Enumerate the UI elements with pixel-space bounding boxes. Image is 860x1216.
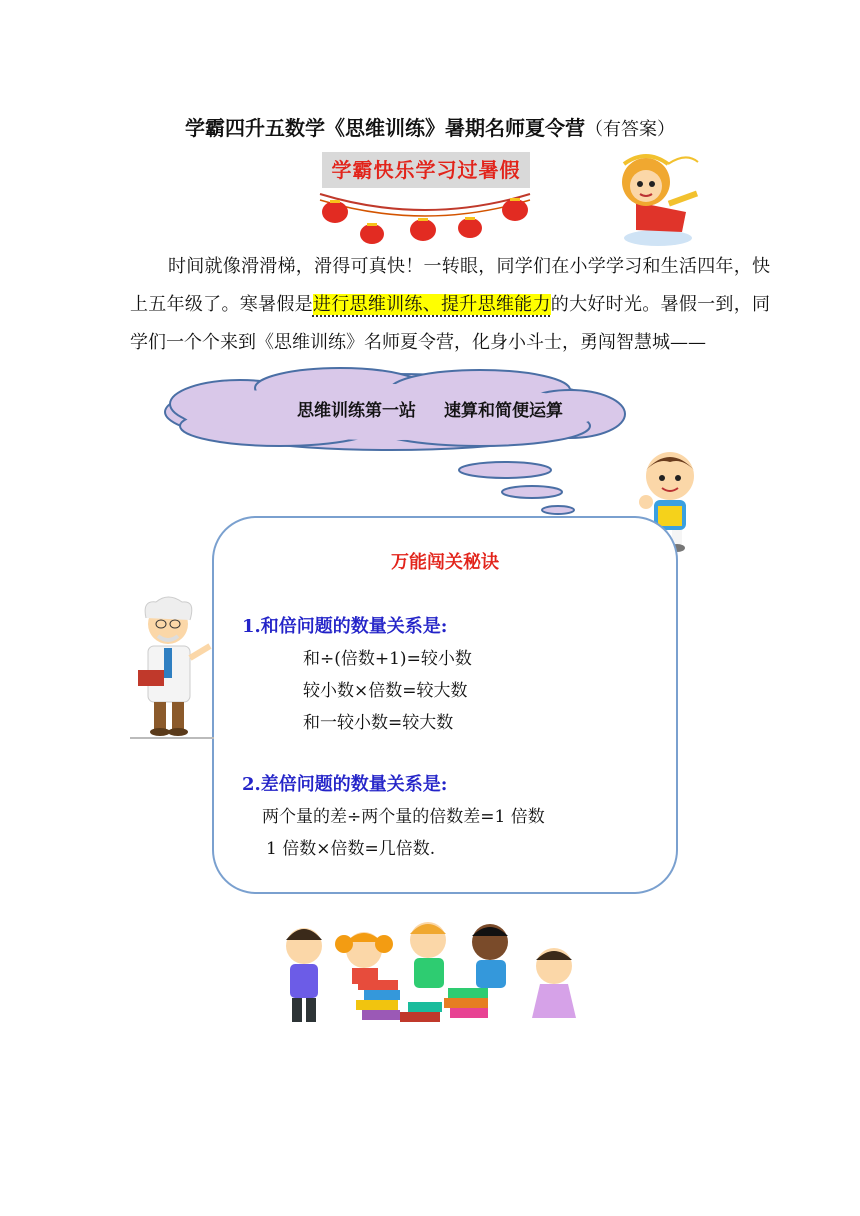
title-sub: （有答案） xyxy=(585,119,675,140)
rule2-heading: 2.差倍问题的数量关系是: xyxy=(242,774,448,795)
intro-text-1: 时间就像滑滑梯，滑得可真快！一转眼，同学们在小学学习和生活四年，快上五年级了。寒暑假是 xyxy=(130,256,770,315)
rule2-line-2: 1 倍数×倍数=几倍数. xyxy=(266,839,436,859)
rule2-line-1: 两个量的差÷两个量的倍数差=1 倍数 xyxy=(262,807,545,827)
banner-label: 学霸快乐学习过暑假 xyxy=(322,152,530,188)
station-heading xyxy=(230,396,630,421)
rule1-line-1: 和÷(倍数+1)=较小数 xyxy=(303,649,472,669)
intro-highlight: 进行思维训练、提升思维能力 xyxy=(312,294,551,315)
page-title xyxy=(0,112,860,141)
station-label: 思维训练第一站 xyxy=(297,401,416,421)
intro-text-2: 的大好时光。暑假一到，同学们一个个来到《思维训练》名师夏令营，化身小斗士，勇闯智慧城—— xyxy=(130,294,771,353)
kids-reading-icon xyxy=(268,910,598,1040)
professor-icon xyxy=(130,594,216,740)
thought-cloud xyxy=(150,364,630,520)
monkey-king-icon xyxy=(606,142,706,248)
tips-title: 万能闯关秘诀 xyxy=(391,552,499,573)
rule1-heading: 1.和倍问题的数量关系是: xyxy=(242,616,448,637)
lantern-garland xyxy=(315,186,535,248)
title-main: 学霸四升五数学《思维训练》暑期名师夏令营 xyxy=(185,116,585,140)
station-topic: 速算和简便运算 xyxy=(444,401,563,421)
intro-paragraph xyxy=(130,248,770,362)
rule1-line-2: 较小数×倍数=较大数 xyxy=(303,681,468,701)
rule1-line-3: 和一较小数=较大数 xyxy=(303,713,454,733)
